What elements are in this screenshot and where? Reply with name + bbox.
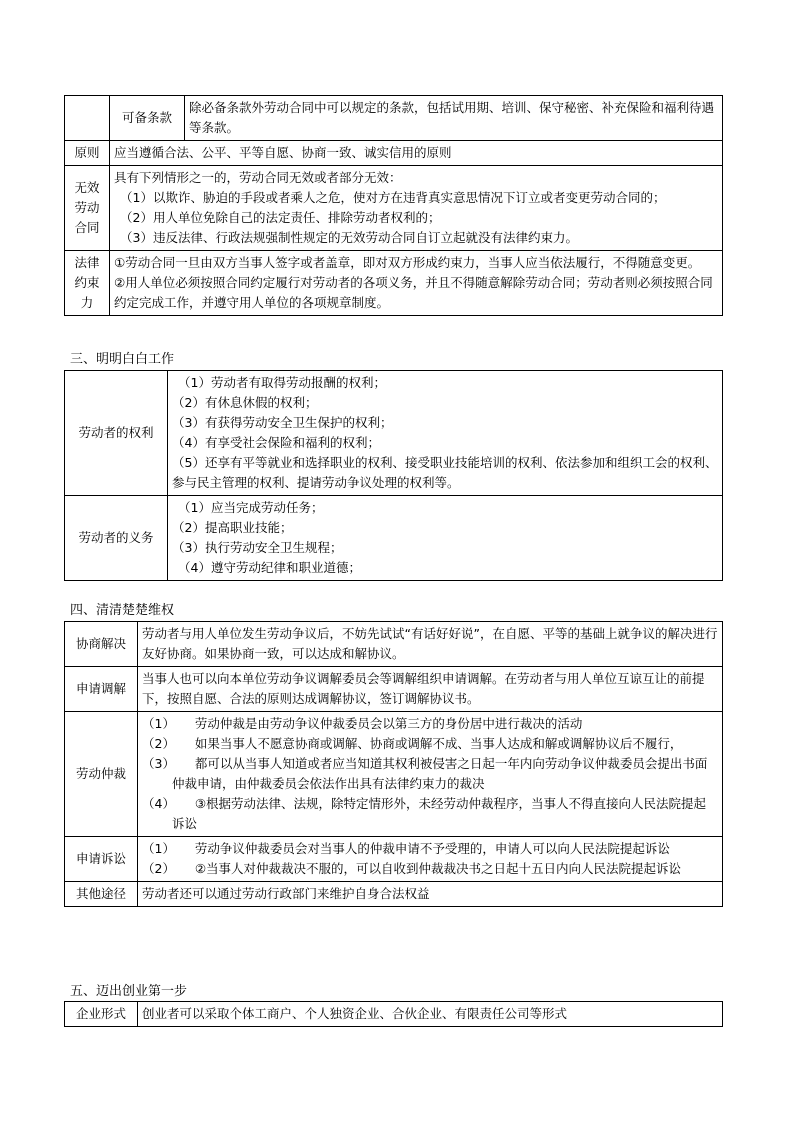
mediation-label: 申请调解 [65,667,138,712]
list-item: （4）有享受社会保险和福利的权利； [172,435,380,450]
negotiation-label: 协商解决 [65,622,138,667]
business-forms-table [64,1001,723,1027]
litigation-list [138,837,723,882]
duties-list [168,496,723,581]
arbitration-label: 劳动仲裁 [65,712,138,837]
other-channels-label: 其他途径 [65,882,138,907]
litigation-row [65,837,723,882]
mediation-row [65,667,723,712]
binding-force-label: 法律 约束 力 [65,251,110,316]
section-3-heading: 三、明明白白工作 [70,352,175,367]
list-item: （1）劳动者有取得劳动报酬的权利； [178,375,386,390]
mediation-text: 当事人也可以向本单位劳动争议调解委员会等调解组织申请调解。在劳动者与用人单位互谅互让的前提下，按照自愿、合法的原则达成调解协议，签订调解协议书。 [138,667,723,712]
binding-force-row [65,251,723,316]
rights-duties-table [64,370,723,581]
list-item: （3）执行劳动安全卫生规程； [172,540,343,555]
section-5-heading: 五、迈出创业第一步 [70,984,188,999]
optional-clauses-text: 除必备条款外劳动合同中可以规定的条款，包括试用期、培训、保守秘密、补充保险和福利待遇等条款。 [185,96,723,141]
business-forms-text: 创业者可以采取个体工商户、个人独资企业、合伙企业、有限责任公司等形式 [138,1002,723,1027]
invalid-contract-row [65,166,723,251]
rights-protection-table [64,621,723,907]
business-forms-label: 企业形式 [65,1002,138,1027]
business-forms-row [65,1002,723,1027]
rights-list [168,371,723,496]
list-item: （2）提高职业技能； [172,520,293,535]
list-item: （2） 如果当事人不愿意协商或调解、协商或调解不成、当事人达成和解或调解协议后不履行， [142,736,683,751]
binding-force-text: ①劳动合同一旦由双方当事人签字或者盖章，即对双方形成约束力，当事人应当依法履行，不得随意变更。 ②用人单位必须按照合同约定履行对劳动者的各项义务，并且不得随意解除劳动合同；劳动者则必须按照合同约定完成工作，并遵守用人单位的各项规章制度。 [110,251,723,316]
invalid-contract-label: 无效 劳动 合同 [65,166,110,251]
section-4-heading: 四、清清楚楚维权 [70,603,175,618]
principle-text: 应当遵循合法、公平、平等自愿、协商一致、诚实信用的原则 [110,141,723,166]
arbitration-row [65,712,723,837]
list-item: （4）遵守劳动纪律和职业道德； [178,560,361,575]
principle-row [65,141,723,166]
list-item: （2） ②当事人对仲裁裁决不服的，可以自收到仲裁裁决书之日起十五日内向人民法院提起诉讼 [142,861,682,876]
list-item: （3） 都可以从当事人知道或者应当知道其权利被侵害之日起一年内向劳动争议仲裁委员会提出书面仲裁申请，由仲裁委员会依法作出具有法律约束力的裁决 [142,756,708,791]
rights-row [65,371,723,496]
other-channels-row [65,882,723,907]
invalid-contract-text: 具有下列情形之一的，劳动合同无效或者部分无效： （1）以欺诈、胁迫的手段或者乘人之危，使对方在违背真实意思情况下订立或者变更劳动合同的； （2）用人单位免除自己的法定责任、排除劳动者权利的； （3）违反法律、行政法规强制性规定的无效劳动合同自订立起就没有法律约束力。 [110,166,723,251]
arbitration-list [138,712,723,837]
list-item: （2）有休息休假的权利； [172,395,318,410]
duties-row [65,496,723,581]
duties-label: 劳动者的义务 [65,496,168,581]
rights-label: 劳动者的权利 [65,371,168,496]
list-item: （1）应当完成劳动任务； [178,500,324,515]
other-channels-text: 劳动者还可以通过劳动行政部门来维护自身合法权益 [138,882,723,907]
optional-clauses-row [65,96,723,141]
principle-label: 原则 [65,141,110,166]
list-item: （3）有获得劳动安全卫生保护的权利； [172,415,393,430]
litigation-label: 申请诉讼 [65,837,138,882]
negotiation-text: 劳动者与用人单位发生劳动争议后，不妨先试试“有话好好说”，在自愿、平等的基础上就争议的解决进行友好协商。如果协商一致，可以达成和解协议。 [138,622,723,667]
list-item: （1） 劳动仲裁是由劳动争议仲裁委员会以第三方的身份居中进行裁决的活动 [142,716,583,731]
negotiation-row [65,622,723,667]
list-item: （1） 劳动争议仲裁委员会对当事人的仲裁申请不予受理的，申请人可以向人民法院提起诉讼 [142,841,670,856]
list-item: （4） ③根据劳动法律、法规，除特定情形外，未经劳动仲裁程序，当事人不得直接向人民法院提起诉讼 [142,796,707,831]
list-item: （5）还享有平等就业和选择职业的权利、接受职业技能培训的权利、依法参加和组织工会的权利、参与民主管理的权利、提请劳动争议处理的权利等。 [172,455,718,490]
contract-table [64,95,723,316]
optional-clauses-label: 可备条款 [110,96,185,141]
